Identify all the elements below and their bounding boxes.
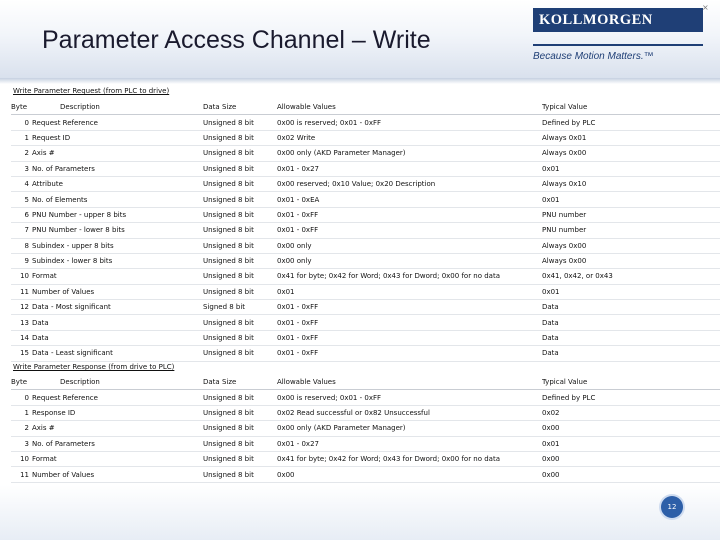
data-size-cell: Unsigned 8 bit	[203, 436, 277, 451]
table-row	[11, 405, 720, 420]
data-size-cell: Unsigned 8 bit	[203, 161, 277, 176]
description-cell: PNU Number - lower 8 bits	[32, 223, 203, 238]
typical-value-cell: Data	[542, 346, 720, 361]
typical-value-cell: 0x02	[542, 405, 720, 420]
table-row	[11, 130, 720, 145]
column-header-data-size: Data Size	[203, 375, 277, 390]
typical-value-cell: Data	[542, 315, 720, 330]
typical-value-cell: 0x00	[542, 451, 720, 466]
table-row	[11, 176, 720, 191]
footer-background	[0, 485, 720, 540]
data-size-cell: Signed 8 bit	[203, 300, 277, 315]
table-row	[11, 161, 720, 176]
table-row	[11, 467, 720, 482]
description-cell: Attribute	[32, 176, 203, 191]
description-cell: Number of Values	[32, 284, 203, 299]
description-cell: Data - Least significant	[32, 346, 203, 361]
allowable-values-cell: 0x01 - 0x27	[277, 161, 542, 176]
data-size-cell: Unsigned 8 bit	[203, 130, 277, 145]
table-row	[11, 451, 720, 466]
column-header-byte: Byte	[11, 375, 32, 390]
description-cell: Request ID	[32, 130, 203, 145]
allowable-values-cell: 0x01 - 0xFF	[277, 330, 542, 345]
table-row	[11, 300, 720, 315]
typical-value-cell: 0x01	[542, 192, 720, 207]
typical-value-cell: 0x01	[542, 284, 720, 299]
table-row	[11, 115, 720, 130]
byte-cell: 0	[11, 390, 32, 405]
allowable-values-cell: 0x00	[277, 467, 542, 482]
data-size-cell: Unsigned 8 bit	[203, 315, 277, 330]
description-cell: Axis #	[32, 146, 203, 161]
description-cell: Data	[32, 330, 203, 345]
byte-cell: 3	[11, 436, 32, 451]
byte-cell: 15	[11, 346, 32, 361]
byte-cell: 9	[11, 253, 32, 268]
column-header-data-size: Data Size	[203, 100, 277, 115]
table-row	[11, 192, 720, 207]
allowable-values-cell: 0x01 - 0x27	[277, 436, 542, 451]
typical-value-cell: Always 0x00	[542, 238, 720, 253]
typical-value-cell: 0x00	[542, 467, 720, 482]
data-size-cell: Unsigned 8 bit	[203, 269, 277, 284]
typical-value-cell: 0x01	[542, 161, 720, 176]
table-row	[11, 253, 720, 268]
byte-cell: 3	[11, 161, 32, 176]
brand-tagline: Because Motion Matters.™	[533, 51, 654, 62]
byte-cell: 2	[11, 146, 32, 161]
typical-value-cell: 0x01	[542, 436, 720, 451]
response-table	[11, 375, 720, 483]
description-cell: Request Reference	[32, 390, 203, 405]
allowable-values-cell: 0x02 Write	[277, 130, 542, 145]
data-size-cell: Unsigned 8 bit	[203, 467, 277, 482]
data-size-cell: Unsigned 8 bit	[203, 223, 277, 238]
data-size-cell: Unsigned 8 bit	[203, 284, 277, 299]
table-row	[11, 223, 720, 238]
request-table-header	[11, 100, 720, 115]
allowable-values-cell: 0x01	[277, 284, 542, 299]
column-header-typical-value: Typical Value	[542, 100, 720, 115]
allowable-values-cell: 0x01 - 0xFF	[277, 300, 542, 315]
allowable-values-cell: 0x00 only (AKD Parameter Manager)	[277, 146, 542, 161]
typical-value-cell: Defined by PLC	[542, 390, 720, 405]
table-row	[11, 436, 720, 451]
data-size-cell: Unsigned 8 bit	[203, 146, 277, 161]
data-size-cell: Unsigned 8 bit	[203, 405, 277, 420]
kollmorgen-logo: KOLLMORGEN	[533, 8, 703, 32]
request-table-title: Write Parameter Request (from PLC to drive)	[13, 87, 170, 95]
column-header-description: Description	[32, 100, 203, 115]
byte-cell: 11	[11, 284, 32, 299]
response-table-header	[11, 375, 720, 390]
typical-value-cell: Data	[542, 300, 720, 315]
description-cell: Request Reference	[32, 115, 203, 130]
allowable-values-cell: 0x41 for byte; 0x42 for Word; 0x43 for Dword; 0x00 for no data	[277, 451, 542, 466]
request-table-body	[11, 100, 720, 361]
table-row	[11, 315, 720, 330]
byte-cell: 10	[11, 451, 32, 466]
allowable-values-cell: 0x01 - 0xFF	[277, 207, 542, 222]
allowable-values-cell: 0x00 is reserved; 0x01 - 0xFF	[277, 115, 542, 130]
data-size-cell: Unsigned 8 bit	[203, 115, 277, 130]
typical-value-cell: Always 0x01	[542, 130, 720, 145]
table-row	[11, 330, 720, 345]
description-cell: Subindex - lower 8 bits	[32, 253, 203, 268]
allowable-values-cell: 0x00 reserved; 0x10 Value; 0x20 Description	[277, 176, 542, 191]
table-row	[11, 238, 720, 253]
data-size-cell: Unsigned 8 bit	[203, 176, 277, 191]
table-row	[11, 390, 720, 405]
column-header-description: Description	[32, 375, 203, 390]
table-row	[11, 346, 720, 361]
table-row	[11, 207, 720, 222]
allowable-values-cell: 0x00 only	[277, 253, 542, 268]
typical-value-cell: Always 0x10	[542, 176, 720, 191]
allowable-values-cell: 0x01 - 0xEA	[277, 192, 542, 207]
byte-cell: 10	[11, 269, 32, 284]
description-cell: Number of Values	[32, 467, 203, 482]
table-row	[11, 284, 720, 299]
table-row	[11, 146, 720, 161]
description-cell: Format	[32, 269, 203, 284]
byte-cell: 8	[11, 238, 32, 253]
page-number-badge: 12	[661, 496, 683, 518]
byte-cell: 6	[11, 207, 32, 222]
column-header-typical-value: Typical Value	[542, 375, 720, 390]
request-table	[11, 100, 720, 362]
allowable-values-cell: 0x00 is reserved; 0x01 - 0xFF	[277, 390, 542, 405]
typical-value-cell: 0x00	[542, 421, 720, 436]
table-row	[11, 269, 720, 284]
typical-value-cell: Always 0x00	[542, 253, 720, 268]
data-size-cell: Unsigned 8 bit	[203, 207, 277, 222]
byte-cell: 1	[11, 130, 32, 145]
description-cell: Data - Most significant	[32, 300, 203, 315]
byte-cell: 0	[11, 115, 32, 130]
byte-cell: 5	[11, 192, 32, 207]
byte-cell: 7	[11, 223, 32, 238]
page-title: Parameter Access Channel – Write	[42, 26, 431, 54]
description-cell: Subindex - upper 8 bits	[32, 238, 203, 253]
logo-divider	[533, 44, 703, 46]
column-header-byte: Byte	[11, 100, 32, 115]
typical-value-cell: Defined by PLC	[542, 115, 720, 130]
response-table-body	[11, 375, 720, 482]
typical-value-cell: Data	[542, 330, 720, 345]
allowable-values-cell: 0x00 only	[277, 238, 542, 253]
data-size-cell: Unsigned 8 bit	[203, 238, 277, 253]
allowable-values-cell: 0x02 Read successful or 0x82 Unsuccessful	[277, 405, 542, 420]
typical-value-cell: 0x41, 0x42, or 0x43	[542, 269, 720, 284]
byte-cell: 4	[11, 176, 32, 191]
data-size-cell: Unsigned 8 bit	[203, 421, 277, 436]
byte-cell: 12	[11, 300, 32, 315]
close-icon[interactable]: ×	[702, 3, 709, 12]
table-row	[11, 421, 720, 436]
description-cell: Data	[32, 315, 203, 330]
typical-value-cell: PNU number	[542, 207, 720, 222]
column-header-allowable-values: Allowable Values	[277, 100, 542, 115]
data-size-cell: Unsigned 8 bit	[203, 253, 277, 268]
description-cell: PNU Number - upper 8 bits	[32, 207, 203, 222]
typical-value-cell: Always 0x00	[542, 146, 720, 161]
data-size-cell: Unsigned 8 bit	[203, 192, 277, 207]
byte-cell: 14	[11, 330, 32, 345]
byte-cell: 1	[11, 405, 32, 420]
data-size-cell: Unsigned 8 bit	[203, 390, 277, 405]
allowable-values-cell: 0x41 for byte; 0x42 for Word; 0x43 for Dword; 0x00 for no data	[277, 269, 542, 284]
description-cell: No. of Parameters	[32, 436, 203, 451]
byte-cell: 11	[11, 467, 32, 482]
typical-value-cell: PNU number	[542, 223, 720, 238]
description-cell: No. of Parameters	[32, 161, 203, 176]
allowable-values-cell: 0x01 - 0xFF	[277, 315, 542, 330]
column-header-allowable-values: Allowable Values	[277, 375, 542, 390]
allowable-values-cell: 0x01 - 0xFF	[277, 346, 542, 361]
byte-cell: 2	[11, 421, 32, 436]
response-table-title: Write Parameter Response (from drive to PLC)	[13, 363, 175, 371]
data-size-cell: Unsigned 8 bit	[203, 330, 277, 345]
data-size-cell: Unsigned 8 bit	[203, 346, 277, 361]
byte-cell: 13	[11, 315, 32, 330]
data-size-cell: Unsigned 8 bit	[203, 451, 277, 466]
description-cell: Response ID	[32, 405, 203, 420]
allowable-values-cell: 0x00 only (AKD Parameter Manager)	[277, 421, 542, 436]
description-cell: Axis #	[32, 421, 203, 436]
description-cell: No. of Elements	[32, 192, 203, 207]
description-cell: Format	[32, 451, 203, 466]
header-divider	[0, 78, 720, 84]
allowable-values-cell: 0x01 - 0xFF	[277, 223, 542, 238]
